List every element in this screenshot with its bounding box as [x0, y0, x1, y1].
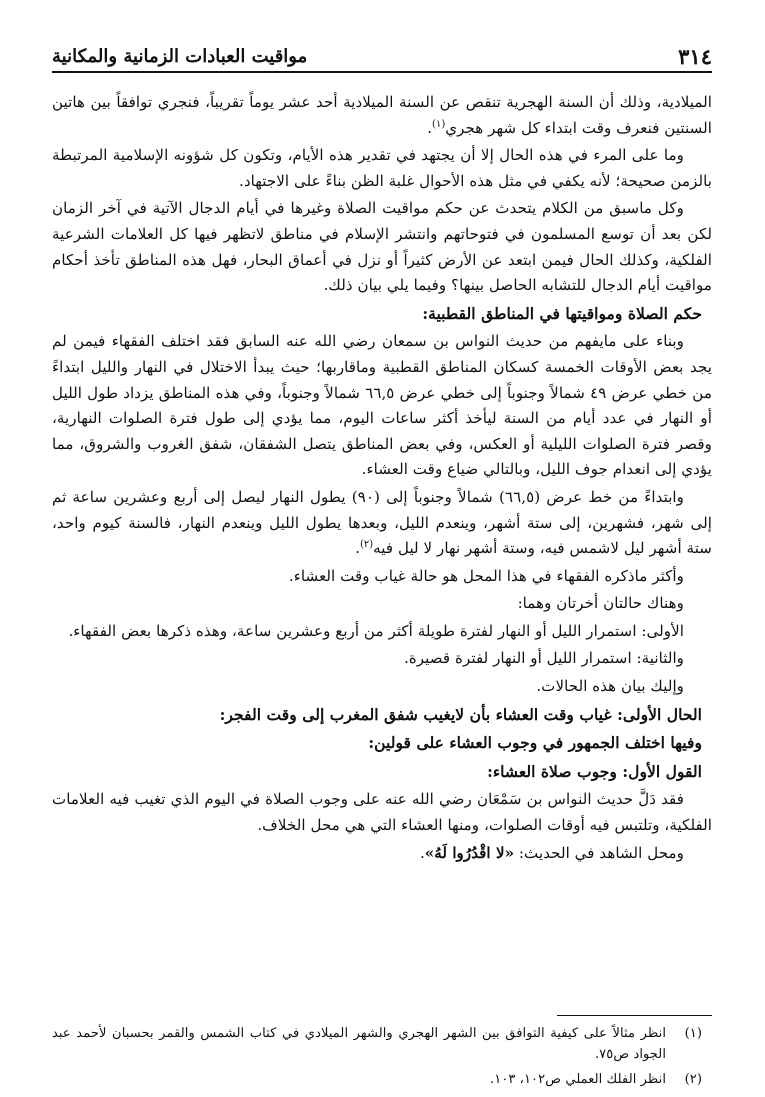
- section-heading-first-case: الحال الأولى: غياب وقت العشاء بأن لايغيب شفق المغرب إلى وقت الفجر:: [219, 704, 702, 724]
- section-heading-polar-prayer: حكم الصلاة ومواقيتها في المناطق القطبية:: [422, 303, 702, 323]
- page-number: ٣١٤: [678, 44, 712, 69]
- footnote-text: انظر مثالاً على كيفية التوافق بين الشهر الهجري والشهر الميلادي في كتاب الشمس والقمر بحسبان لأحمد عبد الجواد ص٧٥.: [52, 1026, 666, 1062]
- footnote-ref-2: (٢): [359, 539, 374, 551]
- paragraph: وكل ماسبق من الكلام يتحدث عن حكم مواقيت الصلاة وغيرها في أيام الدجال الآتية في آخر الزمان لكن بعد أن توسع المسلمون في فتوحاتهم وانتشر الإسلام في مناطق لاتظهر فيها كل العلامات الشرعية الفلكية، وكذلك الحال فيمن ابتعد عن الأرض كثيراً أو نزل في أعماق البحار، فهل هذه المناطق تأخذ أحكام مواقيت أيام الدجال للتشابه الحاصل بينها؟ وفيما يلي بيان ذلك.: [52, 199, 712, 295]
- running-title: مواقيت العبادات الزمانية والمكانية: [52, 46, 308, 67]
- section-heading-first-opinion: القول الأول: وجوب صلاة العشاء:: [487, 761, 702, 781]
- paragraph: وأكثر ماذكره الفقهاء في هذا المحل هو حالة غياب وقت العشاء.: [288, 566, 684, 585]
- paragraph: وبناء على مايفهم من حديث النواس بن سمعان رضي الله عنه السابق فقد اختلف الفقهاء فيمن لم يجد بعض الأوقات الخمسة كسكان المناطق القطبية وماقاربها؛ حيث يبدأ الاختلال في النهار والليل ابتداءً من خطي عرض ٤٩ شمالاً وجنوباً إلى خطي عرض ٦٦,٥ شمالاً وجنوباً، وفي هذه المناطق يزداد طول الليل أو النهار في عدد أيام من السنة ليأخذ أكثر ساعات اليوم، مما يؤدي إلى طول فترة الصلوات النهارية، وقصر فترة الصلوات الليلية أو العكس، وفي بعض المناطق يتصل الشفقان، شفق الغروب والشروق، مما يؤدي إلى انعدام جوف الليل، وبالتالي ضياع وقت العشاء.: [52, 332, 712, 479]
- footnote-1: [52, 1023, 712, 1065]
- paragraph: وهناك حالتان أخرتان وهما:: [517, 594, 684, 613]
- paragraph-text: ومحل الشاهد في الحديث:: [514, 843, 684, 862]
- list-item-first-case: الأولى: استمرار الليل أو النهار لفترة طويلة أكثر من أربع وعشرين ساعة، وهذه ذكرها بعض الفقهاء.: [68, 621, 684, 640]
- page-header: [52, 38, 712, 70]
- paragraph: وإليك بيان هذه الحالات.: [536, 677, 684, 696]
- hadith-quote: «لا اقْدُرُوا لَهُ»: [424, 843, 515, 862]
- footnote-divider: [557, 1015, 712, 1016]
- footnote-number: (١): [684, 1026, 702, 1041]
- paragraph: فقد دَلَّ حديث النواس بن سَمْعَان رضي الله عنه على وجوب الصلاة في اليوم الذي تغيب فيه العلامات الفلكية، وتلتبس فيه أوقات الصلوات، ومنها العشاء التي هي محل الخلاف.: [52, 790, 712, 835]
- footnotes: [52, 1023, 712, 1094]
- paragraph-continuation: [52, 90, 712, 141]
- book-page: [52, 38, 712, 1087]
- paragraph: وما على المرء في هذه الحال إلا أن يجتهد في تقدير هذه الأيام، وتكون كل شؤونه الإسلامية المرتبطة بالزمن صحيحة؛ لأنه يكفي في مثل هذه الأحوال غلبة الظن بناءً على الاجتهاد.: [52, 146, 712, 190]
- footnote-ref-1: (١): [432, 118, 446, 130]
- paragraph: [52, 841, 712, 867]
- footnote-2: [52, 1069, 712, 1090]
- section-heading-majority: وفيها اختلف الجمهور في وجوب العشاء على قولين:: [368, 733, 702, 753]
- paragraph-text: وابتداءً من خط عرض (٦٦,٥) شمالاً وجنوباً إلى (٩٠) يطول النهار ليصل إلى أربع وعشرين ساعة ثم إلى شهر، فشهرين، إلى ستة أشهر، وينعدم الليل، وبعدها يطول الليل وينعدم النهار، فالسنة كيوم واحد، ستة أشهر ليل لاشمس فيه، وستة أشهر نهار لا ليل فيه: [52, 487, 712, 558]
- footnote-text: انظر الفلك العملي ص١٠٢، ١٠٣.: [490, 1072, 666, 1087]
- paragraph: [52, 485, 712, 562]
- footnote-number: (٢): [684, 1072, 702, 1087]
- paragraph-end: .: [427, 118, 433, 137]
- list-item-second-case: والثانية: استمرار الليل أو النهار لفترة قصيرة.: [404, 649, 684, 668]
- paragraph-end: .: [419, 843, 425, 862]
- paragraph-end: .: [355, 539, 360, 558]
- header-divider: [52, 71, 712, 73]
- main-text: [52, 90, 712, 868]
- paragraph-text: الميلادية، وذلك أن السنة الهجرية تنقص عن السنة الميلادية أحد عشر يوماً تقريباً، فنجري توافقاً بين هاتين السنتين فنعرف وقت ابتداء كل شهر هجري: [52, 93, 712, 137]
